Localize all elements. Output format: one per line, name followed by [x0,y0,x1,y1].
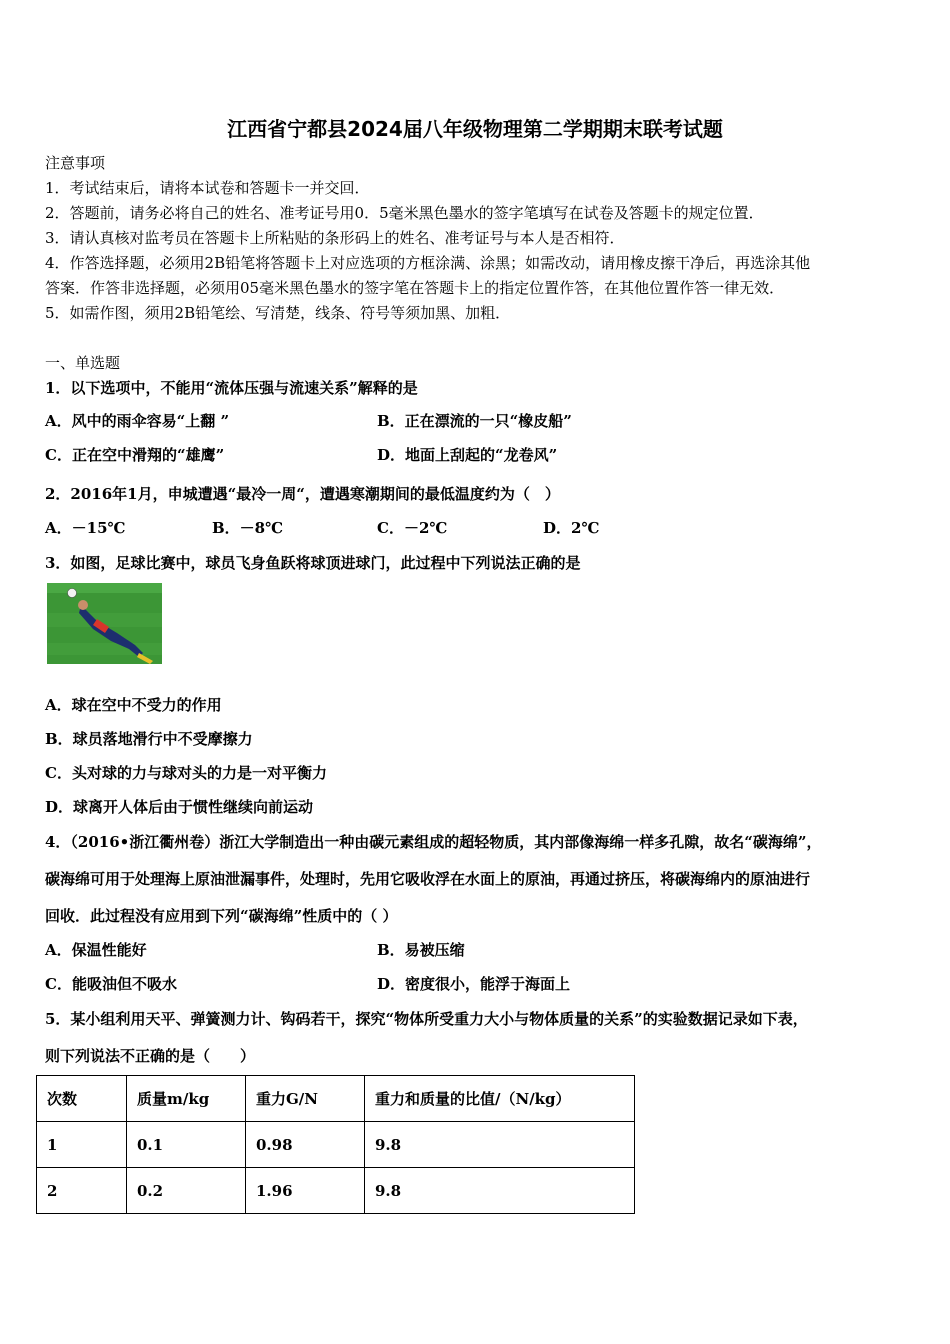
q4-option-b: B．易被压缩 [377,941,465,959]
q4-option-c: C．能吸油但不吸水 [45,975,177,993]
q1-option-d: D．地面上刮起的“龙卷风” [377,446,558,464]
table-cell: 1.96 [246,1168,365,1214]
q4-stem-line: 4．（2016•浙江衢州卷）浙江大学制造出一种由碳元素组成的超轻物质，其内部像海绵一样多孔隙，故名“碳海绵”， [45,833,822,851]
q3-option-a: A．球在空中不受力的作用 [45,696,222,714]
table-cell: 0.1 [127,1122,246,1168]
notice-item: 答案．作答非选择题，必须用05毫米黑色墨水的签字笔在答题卡上的指定位置作答，在其他位置作答一律无效． [45,279,785,297]
notice-item: 5．如需作图，须用2B铅笔绘、写清楚，线条、符号等须加黑、加粗． [45,304,511,322]
table-cell: 9.8 [365,1168,635,1214]
notice-item: 2．答题前，请务必将自己的姓名、准考证号用0．5毫米黑色墨水的签字笔填写在试卷及答题卡的规定位置． [45,204,764,222]
q4-option-d: D．密度很小，能浮于海面上 [377,975,571,993]
q3-option-d: D．球离开人体后由于惯性继续向前运动 [45,798,314,816]
soccer-header-photo [47,583,162,664]
notice-item: 3．请认真核对监考员在答题卡上所粘贴的条形码上的姓名、准考证号与本人是否相符． [45,229,625,247]
q5-stem-line: 则下列说法不正确的是（ ） [45,1047,256,1065]
q1-option-a: A．风中的雨伞容易“上翻 ” [45,412,230,430]
table-row [37,1122,635,1168]
notice-item: 1．考试结束后，请将本试卷和答题卡一并交回． [45,179,370,197]
soccer-player-image [47,583,162,664]
q4-stem-line: 回收．此过程没有应用到下列“碳海绵”性质中的（ ） [45,907,398,925]
notice-item: 4．作答选择题，必须用2B铅笔将答题卡上对应选项的方框涂满、涂黑；如需改动，请用橡皮擦干净后，再选涂其他 [45,254,811,272]
table-header-cell: 质量m/kg [127,1076,246,1122]
q3-option-b: B．球员落地滑行中不受摩擦力 [45,730,253,748]
q5-data-table [36,1075,635,1214]
q3-option-c: C．头对球的力与球对头的力是一对平衡力 [45,764,327,782]
table-cell: 0.98 [246,1122,365,1168]
notice-heading: 注意事项 [45,154,106,172]
q2-option-b: B．－8℃ [212,519,284,537]
q2-option-a: A．－15℃ [45,519,126,537]
q3-stem: 3．如图，足球比赛中，球员飞身鱼跃将球顶进球门，此过程中下列说法正确的是 [45,554,581,572]
q2-option-d: D．2℃ [543,519,600,537]
table-header-row [37,1076,635,1122]
table-row [37,1168,635,1214]
section-heading: 一、单选题 [45,354,121,372]
q4-stem-line: 碳海绵可用于处理海上原油泄漏事件，处理时，先用它吸收浮在水面上的原油，再通过挤压，将碳海绵内的原油进行 [45,870,811,888]
table-cell: 1 [37,1122,127,1168]
q4-option-a: A．保温性能好 [45,941,147,959]
q2-stem: 2．2016年1月，申城遭遇“最冷一周“，遭遇寒潮期间的最低温度约为（ ） [45,485,560,503]
table-cell: 0.2 [127,1168,246,1214]
table-header-cell: 重力和质量的比值/（N/kg） [365,1076,635,1122]
ball-icon [68,589,77,598]
table-cell: 9.8 [365,1122,635,1168]
table-header-cell: 重力G/N [246,1076,365,1122]
q1-option-b: B．正在漂流的一只“橡皮船” [377,412,572,430]
table-header-cell: 次数 [37,1076,127,1122]
table-cell: 2 [37,1168,127,1214]
q5-stem-line: 5．某小组利用天平、弹簧测力计、钩码若干，探究“物体所受重力大小与物体质量的关系”的实验数据记录如下表， [45,1010,808,1028]
page-title: 江西省宁都县2024届八年级物理第二学期期末联考试题 [227,117,723,141]
q1-option-c: C．正在空中滑翔的“雄鹰” [45,446,225,464]
q1-stem: 1．以下选项中，不能用“流体压强与流速关系”解释的是 [45,379,418,397]
q2-option-c: C．－2℃ [377,519,448,537]
